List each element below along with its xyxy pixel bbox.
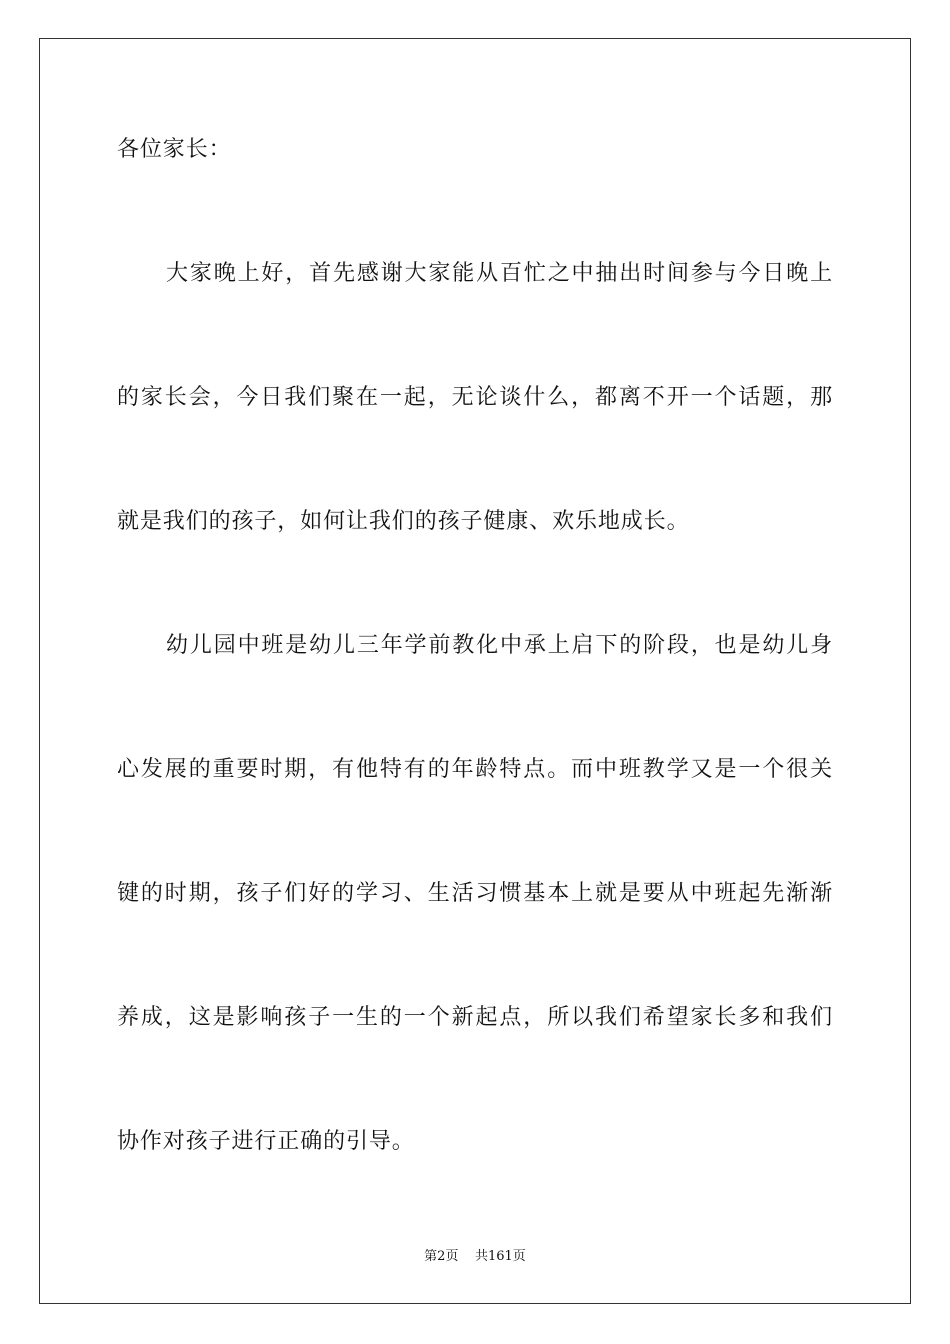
total-pages: 共161页 — [474, 1249, 526, 1264]
paragraph-1-line-3: 就是我们的孩子，如何让我们的孩子健康、欢乐地成长。 — [117, 509, 690, 534]
page-number: 第2页 — [424, 1249, 459, 1264]
page-border — [39, 38, 911, 1304]
salutation: 各位家长： — [117, 137, 232, 162]
paragraph-2-line-5: 协作对孩子进行正确的引导。 — [117, 1129, 415, 1154]
paragraph-1-line-1: 大家晚上好，首先感谢大家能从百忙之中抽出时间参与今日晚上 — [166, 261, 833, 286]
paragraph-2-line-3: 键的时期，孩子们好的学习、生活习惯基本上就是要从中班起先渐渐 — [117, 881, 833, 906]
paragraph-2-line-2: 心发展的重要时期，有他特有的年龄特点。而中班教学又是一个很关 — [117, 757, 833, 782]
paragraph-2-line-1: 幼儿园中班是幼儿三年学前教化中承上启下的阶段，也是幼儿身 — [166, 633, 833, 658]
paragraph-2-line-4: 养成，这是影响孩子一生的一个新起点，所以我们希望家长多和我们 — [117, 1005, 833, 1030]
paragraph-1-line-2: 的家长会，今日我们聚在一起，无论谈什么，都离不开一个话题，那 — [117, 385, 833, 410]
page-footer — [0, 1248, 950, 1266]
